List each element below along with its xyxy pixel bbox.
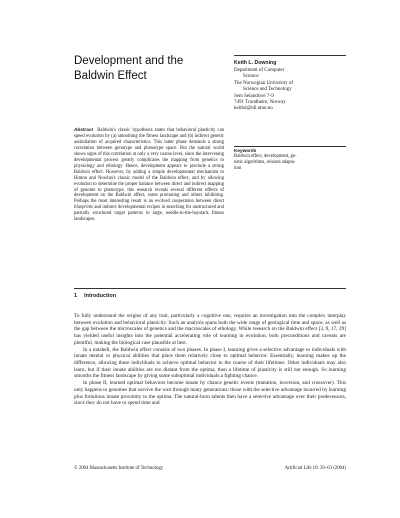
author-affiliation xyxy=(234,68,339,113)
body-text xyxy=(74,313,346,407)
author-block xyxy=(234,56,339,113)
affiliation-line: keithd@idi.ntnu.no xyxy=(234,106,273,112)
abstract-text-1: Baldwin's classic hypothesis states that behavioral plasticity can speed evolution by (a) smoothing the fitness landscape and (b) indirect genetic assimilation of acquired characteristics. This latter phase demands a strong correlation between genotype and phenotype space. But the natural world shows signs of this correlation at only a very coarse level, since the intervening developmental process greatly complicates the mapping from genetics to physiology and ethology. Hence, development appears to preclude a strong Baldwin effect. However, by adding a simple developmental mechanism to Hinton and Nowlan's classic model of the Baldwin effect, and by allowing evolution to determine the proper balance between direct and indirect mapping of genome to phenotype, this research reveals several different effects of development on the Baldwin effect, some promoting and others inhibiting. Perhaps the most interesting result is an evolved cooperation between direct xyxy=(74,128,225,205)
section-heading xyxy=(74,293,116,299)
affiliation-line: Science xyxy=(243,74,259,80)
keywords-block xyxy=(234,148,344,172)
paragraph-3: In phase II, learned optimal behaviors become innate by chance genetic events (mutation, inversion, and crossover). This only happens to genomes that survive the wait through many generations: those with the selective advantage incurred by learning plus fortuitous innate proximity to the optima. The natural-born talents then have a selective advantage over their predecessors, since they do not have to spend time and xyxy=(74,380,346,407)
paper-title xyxy=(74,54,224,84)
keywords-divider xyxy=(234,146,346,147)
author-name: Keith L. Downing xyxy=(234,60,277,66)
affiliation-line: Sem Selandsvei 7-9 xyxy=(234,93,274,99)
abstract-text-2: and indirect developmental recipes in searching for unstructured and partially structured target patterns in large, needle-in-the-haystack fitness landscapes. xyxy=(74,205,224,223)
affiliation-line: The Norwegian University of xyxy=(234,80,294,86)
paragraph-2: In a nutshell, the Baldwin effect consists of two phases. In phase I, learning gives a selective advantage to individuals with innate mental or physical abilities that place them relatively close to optimal behavior. Essentially, learning makes up the difference, allowing these individuals to achieve optimal behavior in the course of their lifetimes. Other individuals may also learn, but if their innate abilities are too distant from the optima, then a lifetime of plasticity is still not enough. So learning smooths the fitness landscape by giving some suboptimal individuals a fighting chance. xyxy=(74,346,346,380)
abstract xyxy=(74,127,224,223)
abstract-label: Abstract xyxy=(74,127,94,132)
section-number: 1 xyxy=(74,293,78,299)
keywords-text xyxy=(234,154,344,172)
keywords-line: tion xyxy=(234,165,242,171)
paragraph-1: To fully understand the origins of any trait, particularly a cognitive one, requires an investigation into the complex interplay between evolution and behavioral plasticity. Such an analysis spans both the wide range of geological time and space; as well as the gap between the microscales of genetics and the macroscales of ethology. While research on the Baldwin effect [3, 9, 17, 29] has yielded useful insights into the potential accelerating role of learning in evolution, both preconditions and caveats are plentiful, making the biological case plausible at best. xyxy=(74,313,346,346)
title-line-1: Development and the xyxy=(74,55,184,67)
keywords-line: netic algorithms, relaxed adapta- xyxy=(234,159,296,165)
section-title: Introduction xyxy=(84,293,117,299)
keywords-heading: Keywords xyxy=(234,148,257,153)
journal-citation: Artificial Life 10: 39–63 (2004) xyxy=(284,466,346,471)
page-footer xyxy=(74,466,346,472)
affiliation-line: Department of Computer xyxy=(234,68,285,73)
affiliation-line: 7491 Trondheim, Norway xyxy=(234,100,286,106)
section-divider xyxy=(74,288,346,289)
keywords-line: Baldwin effect, development, ge- xyxy=(234,153,297,159)
abstract-emphasis: blueprints xyxy=(74,205,94,211)
affiliation-line: Science and Technology xyxy=(243,87,292,93)
copyright: © 2004 Massachusetts Institute of Technology xyxy=(74,466,164,471)
title-line-2: Baldwin Effect xyxy=(74,70,147,82)
